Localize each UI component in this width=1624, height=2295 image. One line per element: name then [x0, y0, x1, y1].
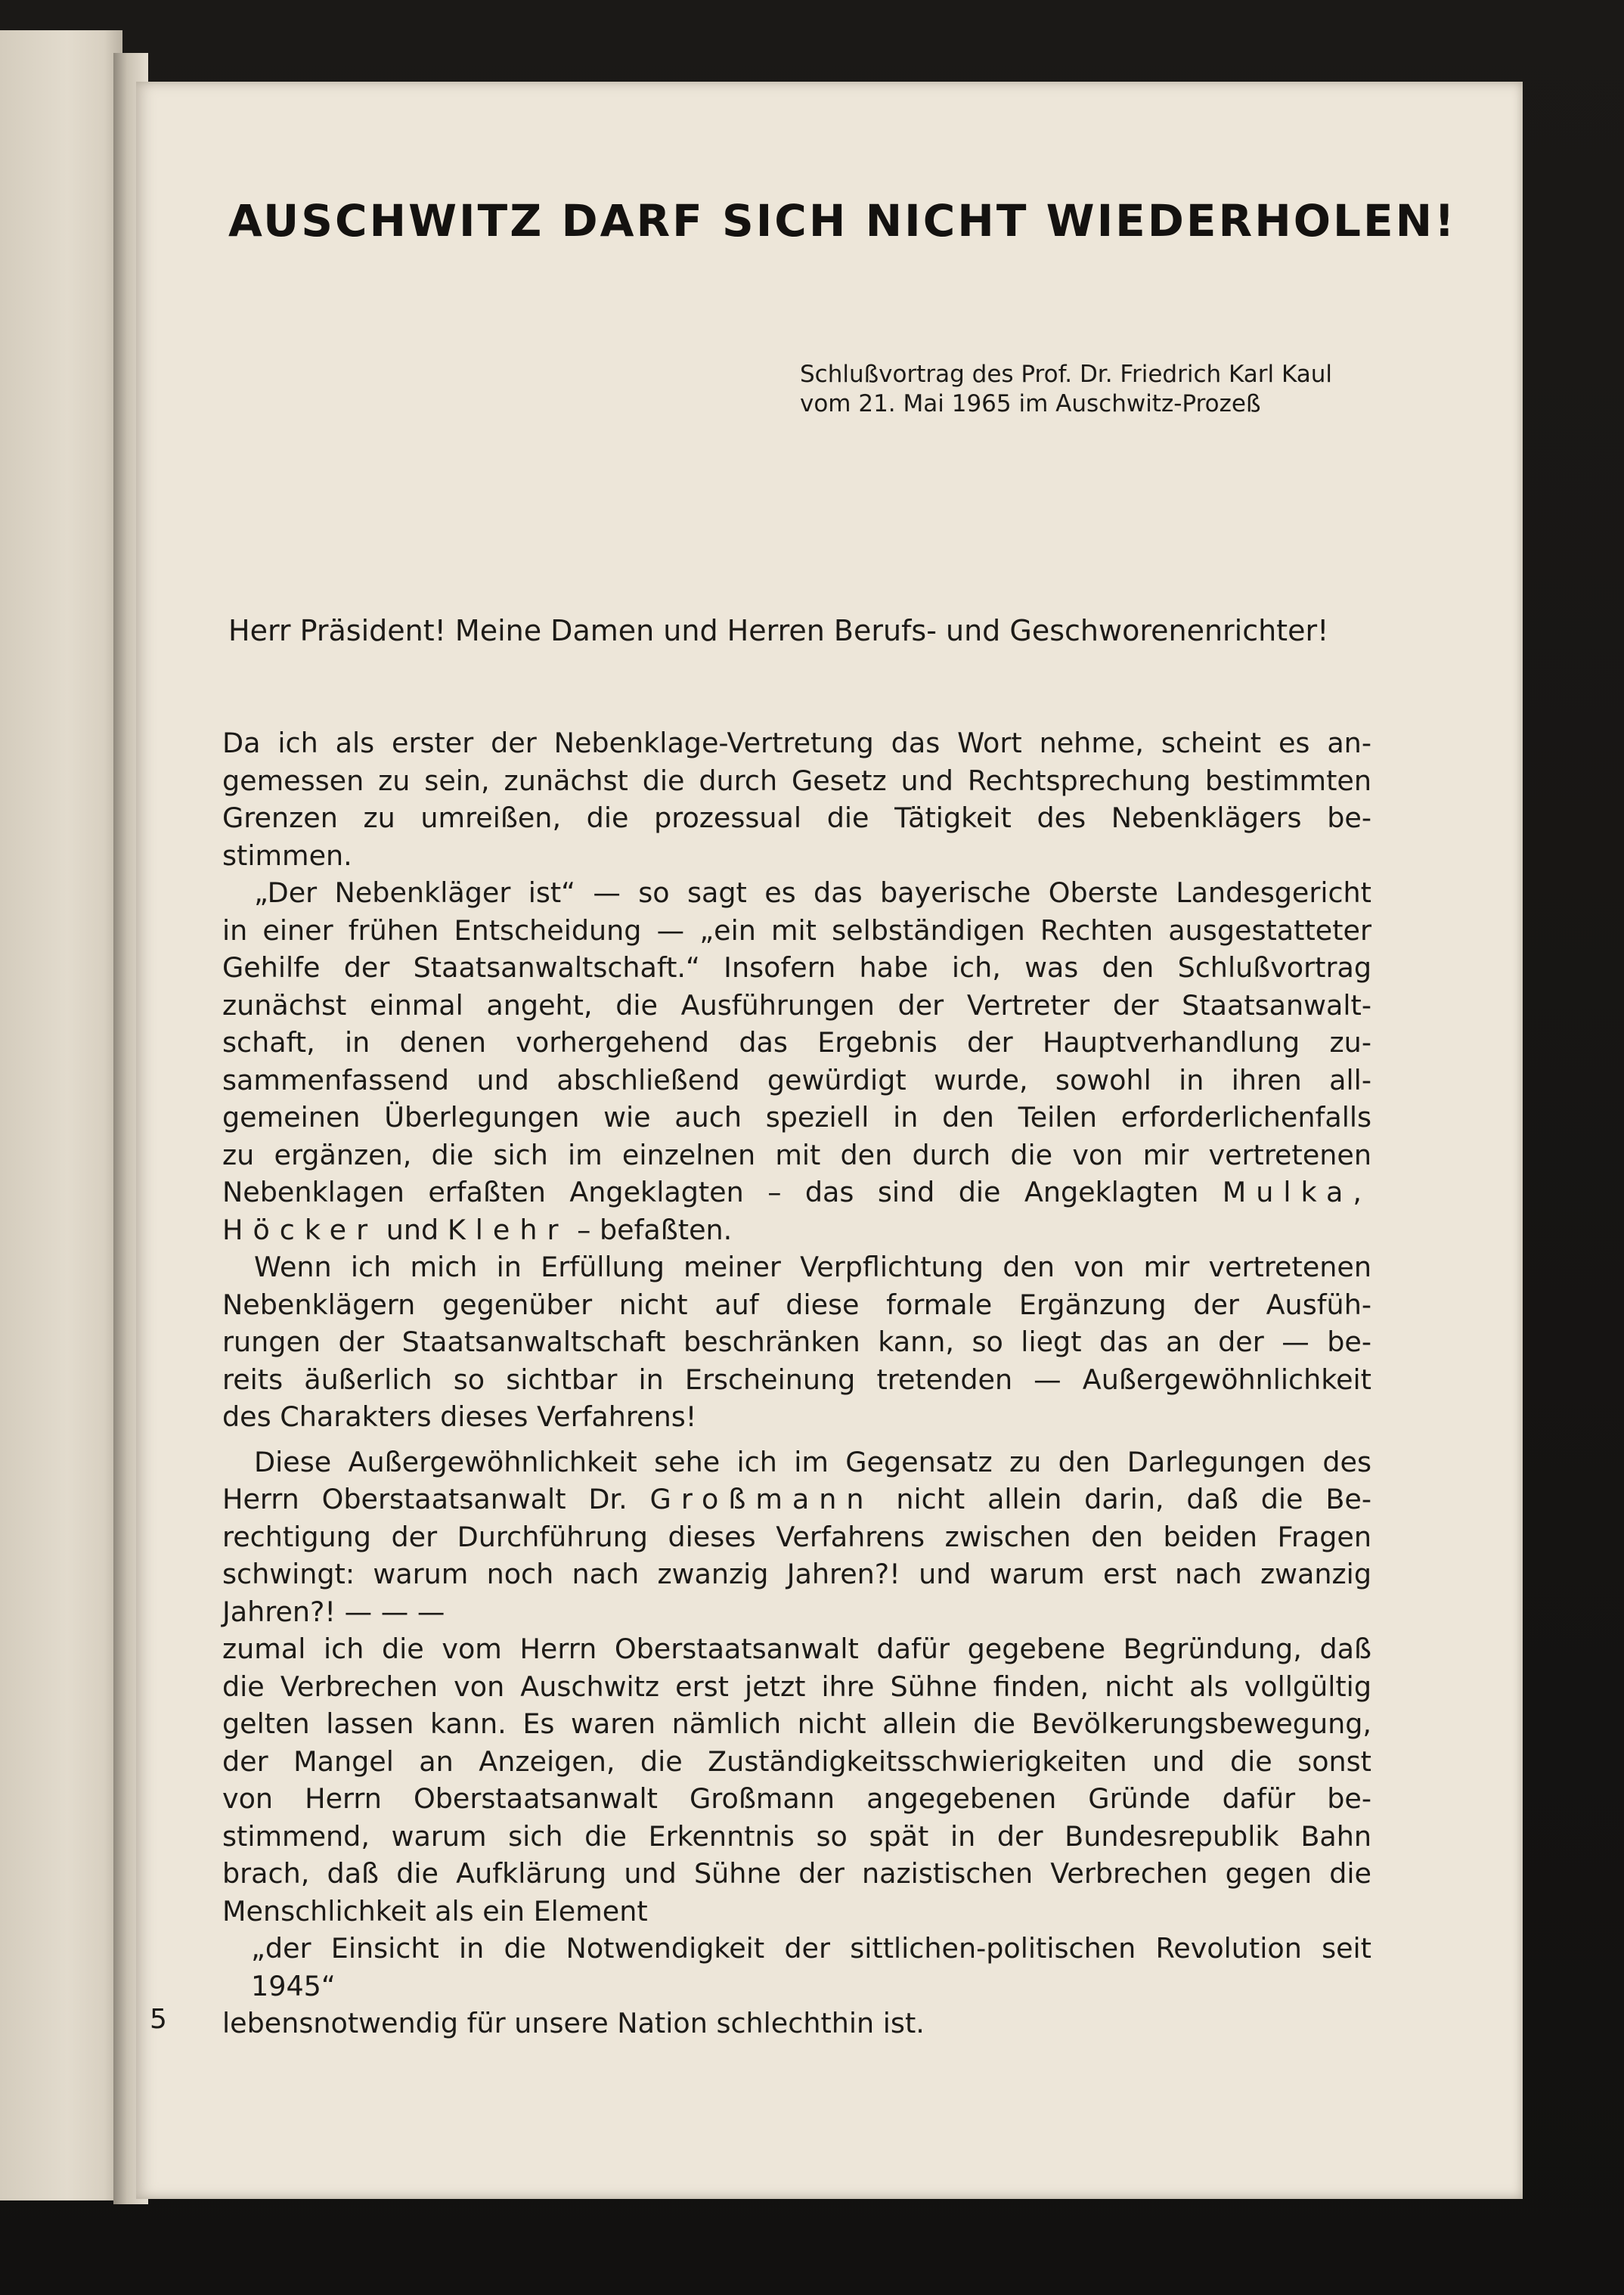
text-fragment: und	[386, 1213, 439, 1246]
text-line: der Mangel an Anzeigen, die Zuständigkeitsschwierigkeiten und die sonst	[222, 1745, 1371, 1778]
text-line: Menschlichkeit als ein Element	[222, 1894, 648, 1927]
page-title: AUSCHWITZ DARF SICH NICHT WIEDERHOLEN!	[228, 195, 1457, 247]
spaced-name: Höcker	[222, 1213, 378, 1246]
salutation: Herr Präsident! Meine Damen und Herren Berufs- und Geschworenenrichter!	[228, 614, 1329, 647]
text-line: schwingt: warum noch nach zwanzig Jahren?! und warum erst nach zwanzig	[222, 1558, 1371, 1590]
text-fragment: – befaßten.	[577, 1213, 733, 1246]
text-line: zunächst einmal angeht, die Ausführungen der Vertreter der Staatsanwalt-	[222, 988, 1371, 1022]
text-line: „Der Nebenkläger ist“ — so sagt es das bayerische Oberste Landesgericht	[254, 876, 1371, 909]
text-line	[222, 1481, 1371, 1518]
text-line: gemessen zu sein, zunächst die durch Gesetz und Rechtsprechung bestimmten	[222, 764, 1371, 797]
text-line: sammenfassend und abschließend gewürdigt wurde, sowohl in ihren all-	[222, 1063, 1371, 1096]
quote-line: 1945“	[251, 1969, 336, 2002]
paragraph-2	[222, 874, 1371, 1248]
paragraph-3	[222, 1248, 1371, 1436]
page-number: 5	[150, 2004, 167, 2035]
quote-line: „der Einsicht in die Notwendigkeit der sittlichen-politischen Revolution seit	[251, 1932, 1371, 1965]
text-line: Grenzen zu umreißen, die prozessual die Tätigkeit des Nebenklägers be-	[222, 802, 1371, 834]
text-line: rungen der Staatsanwaltschaft beschränken kann, so liegt das an der — be-	[222, 1326, 1371, 1358]
text-line: Da ich als erster der Nebenklage-Vertretung das Wort nehme, scheint es an-	[222, 727, 1371, 759]
text-line: des Charakters dieses Verfahrens!	[222, 1400, 697, 1433]
spaced-name: Klehr	[447, 1213, 569, 1246]
subtitle	[800, 360, 1390, 419]
text-line: brach, daß die Aufklärung und Sühne der nazistischen Verbrechen gegen die	[222, 1857, 1371, 1890]
text-line: Diese Außergewöhnlichkeit sehe ich im Gegensatz zu den Darlegungen des	[254, 1445, 1371, 1478]
text-line	[222, 1174, 1371, 1211]
text-line	[222, 1211, 1371, 1249]
text-line: reits äußerlich so sichtbar in Erscheinung tretenden — Außergewöhnlichkeit	[222, 1363, 1371, 1396]
text-line: gelten lassen kann. Es waren nämlich nicht allein die Bevölkerungsbewegung,	[222, 1707, 1371, 1740]
text-line: Gehilfe der Staatsanwaltschaft.“ Insofern habe ich, was den Schlußvortrag	[222, 951, 1371, 984]
body-text	[222, 724, 1371, 2042]
block-quote	[222, 1930, 1371, 2005]
text-line: Wenn ich mich in Erfüllung meiner Verpflichtung den von mir vertretenen	[254, 1251, 1371, 1283]
text-line: stimmend, warum sich die Erkenntnis so spät in der Bundesrepublik Bahn	[222, 1819, 1371, 1853]
subtitle-line: vom 21. Mai 1965 im Auschwitz-Prozeß	[800, 390, 1261, 417]
text-line: gemeinen Überlegungen wie auch speziell in den Teilen erforderlichenfalls	[222, 1101, 1371, 1134]
text-line: in einer frühen Entscheidung — „ein mit selbständigen Rechten ausgestatteter	[222, 913, 1371, 947]
text-fragment: nicht allein darin, daß die Be-	[896, 1483, 1371, 1515]
text-line: Nebenklägern gegenüber nicht auf diese formale Ergänzung der Ausfüh-	[222, 1288, 1371, 1321]
text-line: zumal ich die vom Herrn Oberstaatsanwalt dafür gegebene Begründung, daß	[222, 1633, 1371, 1665]
subtitle-line: Schlußvortrag des Prof. Dr. Friedrich Karl Kaul	[800, 361, 1333, 388]
text-line: stimmen.	[222, 839, 352, 872]
text-line: Jahren?! — — —	[222, 1595, 445, 1628]
text-line: die Verbrechen von Auschwitz erst jetzt ihre Sühne finden, nicht als vollgültig	[222, 1670, 1371, 1703]
text-fragment: Nebenklagen erfaßten Angeklagten – das sind die Angeklagten	[222, 1176, 1199, 1208]
text-line: schaft, in denen vorhergehend das Ergebnis der Hauptverhandlung zu-	[222, 1026, 1371, 1059]
paragraph-1	[222, 724, 1371, 874]
text-line: von Herrn Oberstaatsanwalt Großmann angegebenen Gründe dafür be-	[222, 1782, 1371, 1815]
final-line: lebensnotwendig für unsere Nation schlechthin ist.	[222, 2007, 925, 2039]
spaced-name: Mulka,	[1222, 1176, 1371, 1208]
text-line: rechtigung der Durchführung dieses Verfahrens zwischen den beiden Fragen	[222, 1520, 1371, 1553]
text-fragment: Herrn Oberstaatsanwalt Dr.	[222, 1483, 628, 1515]
paragraph-4	[222, 1444, 1371, 1931]
text-line: zu ergänzen, die sich im einzelnen mit den durch die von mir vertretenen	[222, 1138, 1371, 1171]
facing-page-edge	[0, 30, 122, 2200]
paragraph-gap	[222, 1436, 1371, 1444]
spaced-name: Großmann	[649, 1483, 874, 1515]
